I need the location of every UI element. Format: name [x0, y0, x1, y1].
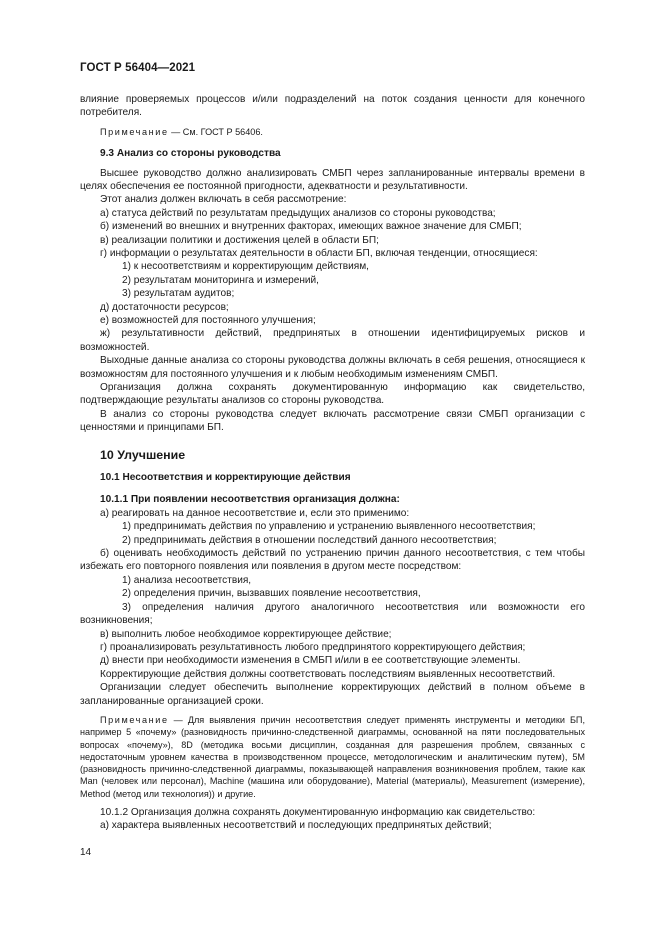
subsection-heading: 10.1 Несоответствия и корректирующие действия [100, 472, 351, 484]
paragraph: Организация должна сохранять документированную информацию как свидетельство, подтверждающие результаты анализов со стороны руководства. [80, 382, 585, 407]
paragraph: Выходные данные анализа со стороны руководства должны включать в себя решения, относящиеся к возможностям для постоянного улучшения и к любым необходимым изменениям СМБП. [80, 355, 585, 380]
note-text: — Для выявления причин несоответствия следует применять инструменты и методики БП, например 5 «почему» (разновидность причинно-следственной диаграммы, основанной на пяти последовательных вопросах «почему»), 8D (методика восьми дисциплин, созданная для разрешения проблем, связанных с недостаточным уровнем качества в производственном процессе, методологическим и аналитическим путем), 5М (разновидность причинно-следственной диаграммы, показывающей направления возникновения проблем, такие как Man (человек или персонал), Machine (машина или оборудование), Material (материалы), Measurement (измерение), Method (метод или технология)) и другие. [80, 714, 585, 799]
list-item: б) изменений во внешних и внутренних факторах, имеющих важное значение для СМБП; [100, 221, 522, 233]
list-item: д) достаточности ресурсов; [100, 301, 229, 313]
list-item: а) статуса действий по результатам предыдущих анализов со стороны руководства; [100, 207, 496, 219]
document-body [80, 93, 585, 833]
paragraph: Корректирующие действия должны соответствовать последствиям выявленных несоответствий. [100, 668, 556, 680]
note-paragraph [80, 126, 585, 138]
list-item: г) проанализировать результативность любого предпринятого корректирующего действия; [100, 641, 526, 653]
paragraph: Высшее руководство должно анализировать СМБП через запланированные интервалы времени в целях обеспечения ее постоянной пригодности, адекватности и результативности. [80, 167, 585, 192]
note-text: — См. ГОСТ Р 56406. [168, 126, 263, 137]
spacer [80, 484, 585, 493]
paragraph: Организации следует обеспечить выполнение корректирующих действий в полном объеме в запланированные организацией сроки. [80, 682, 585, 707]
list-item: г) информации о результатах деятельности в области БП, включая тенденции, относящиеся: [100, 247, 538, 259]
list-item: в) выполнить любое необходимое корректирующее действие; [100, 628, 392, 640]
sub-list-item: 3) результатам аудитов; [122, 288, 235, 300]
subsection-heading: 10.1.1 При появлении несоответствия организация должна: [100, 494, 400, 506]
sub-list-item: 2) предпринимать действия в отношении последствий данного несоответствия; [122, 534, 497, 546]
sub-list-item: 1) предпринимать действия по управлению и устранению выявленного несоответствия; [122, 521, 536, 533]
note-label: Примечание [100, 714, 169, 725]
subsection-heading: 9.3 Анализ со стороны руководства [100, 148, 281, 160]
sub-list-item: 1) анализа несоответствия, [122, 574, 252, 586]
paragraph: б) оценивать необходимость действий по устранению причин данного несоответствия, с тем чтобы избежать его повторного появления или появления в другом месте посредством: [80, 548, 585, 573]
list-item: д) внести при необходимости изменения в СМБП и/или в ее соответствующие элементы. [100, 655, 521, 667]
list-item: а) характера выявленных несоответствий и последующих предпринятых действий; [100, 820, 492, 832]
note-paragraph [80, 714, 585, 800]
note-label: Примечание [100, 126, 169, 137]
sub-list-item: 2) определения причин, вызвавших появление несоответствия, [122, 588, 421, 600]
paragraph: В анализ со стороны руководства следует включать рассмотрение связи СМБП организации с ценностями и принципами БП. [80, 408, 585, 434]
list-item: а) реагировать на данное несоответствие и, если это применимо: [100, 507, 410, 519]
sub-list-item: 2) результатам мониторинга и измерений, [122, 274, 319, 286]
spacer [80, 138, 585, 147]
spacer [80, 435, 585, 449]
list-item: в) реализации политики и достижения целей в области БП; [100, 234, 379, 246]
document-header: ГОСТ Р 56404—2021 [80, 62, 196, 74]
list-item-wrapped: 3) определения наличия другого аналогичного несоответствия или возможности его возникновения; [80, 601, 585, 627]
section-heading: 10 Улучшение [100, 447, 186, 462]
paragraph: Этот анализ должен включать в себя рассмотрение: [100, 194, 347, 206]
page-number: 14 [80, 847, 92, 858]
list-item: е) возможностей для постоянного улучшения; [100, 314, 316, 326]
paragraph: 10.1.2 Организация должна сохранять документированную информацию как свидетельство: [100, 807, 536, 819]
spacer [80, 462, 585, 471]
sub-list-item: 1) к несоответствиям и корректирующим действиям, [122, 261, 369, 273]
paragraph: влияние проверяемых процессов и/или подразделений на поток создания ценности для конечного потребителя. [80, 94, 585, 119]
paragraph: ж) результативности действий, предпринятых в отношении идентифицируемых рисков и возможностей. [80, 328, 585, 353]
